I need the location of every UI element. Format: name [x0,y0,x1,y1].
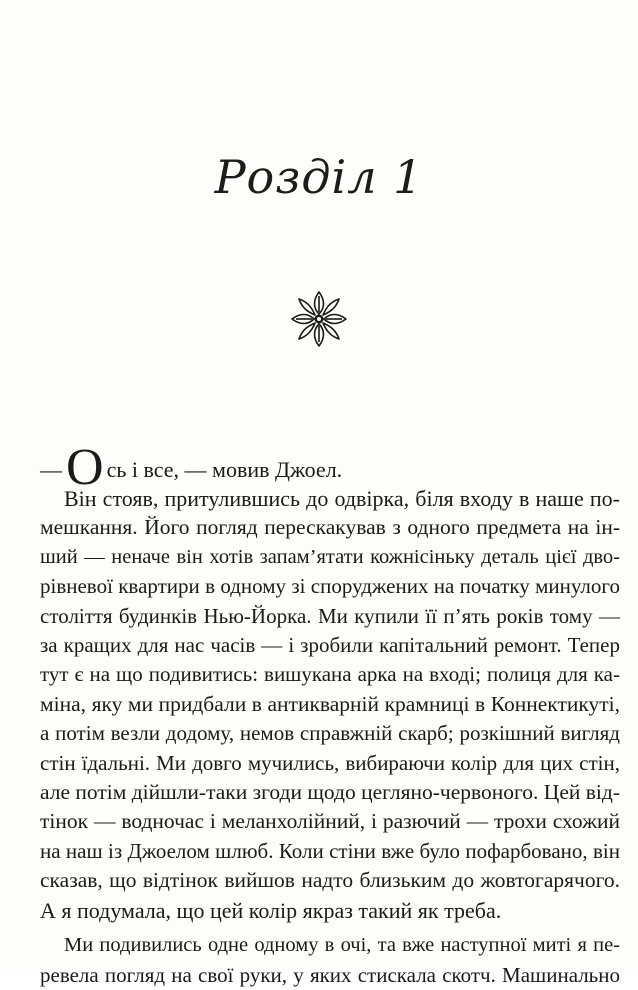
text-line: тут є на що подивитись: вишукана арка на вході; полиця для ка- [40,662,620,687]
text-line: міна, яку ми придбали в антикварній крамниці в Коннектикуті, [40,691,620,716]
text-line: але потім дійшли-таки згоди щодо цегляно-червоного. Цей від- [40,780,620,805]
text-line: стін їдальні. Ми довго мучились, вибираючи колір для цих стін, [40,750,620,775]
text-line: А я подумала, що цей колір якраз такий як треба. [40,897,502,923]
chapter-body [40,440,620,990]
chapter-title: Розділ 1 [214,150,424,204]
text-line: тінок — водночас і меланхолійний, і разючий — трохи схожий [40,809,620,834]
text-line: мешкання. Його погляд перескакував з одного предмета на ін- [40,515,620,540]
text-line: рівневої квартири в одному зі споруджених на початку минулого [40,574,620,599]
text-line: Ми подивились одне одному в очі, та вже наступної миті я пе- [64,934,620,957]
text-line: століття будинків Нью-Йорка. Ми купили її п’ять років тому — [40,603,620,628]
text-line: а потім везли додому, немов справжній скарб; розкішний вигляд [40,721,620,746]
text-line: сказав, що відтінок вийшов надто близьким до жовтогарячого. [40,868,620,893]
dialogue-dash: — [40,456,62,482]
opening-line [40,439,620,496]
opening-line-text: сь і все, — мовив Джоел. [106,456,343,482]
paragraph-1 [40,484,620,925]
text-line: на наш із Джоелом шлюб. Коли стіни вже було пофарбовано, він [40,838,620,863]
drop-cap: О [66,439,104,496]
text-line: Він стояв, притулившись до одвірка, біля входу в наше по- [64,486,620,511]
text-line: за кращих для нас часів — і зробили капітальний ремонт. Тепер [40,633,620,658]
text-line: ший — неначе він хотів запам’ятати кожнісіньку деталь цієї дво- [40,545,620,568]
flower-ornament-icon [286,286,352,352]
text-line: ревела погляд на свої руки, у яких стискала скотч. Машинально [40,962,620,987]
paragraph-2 [40,931,620,990]
